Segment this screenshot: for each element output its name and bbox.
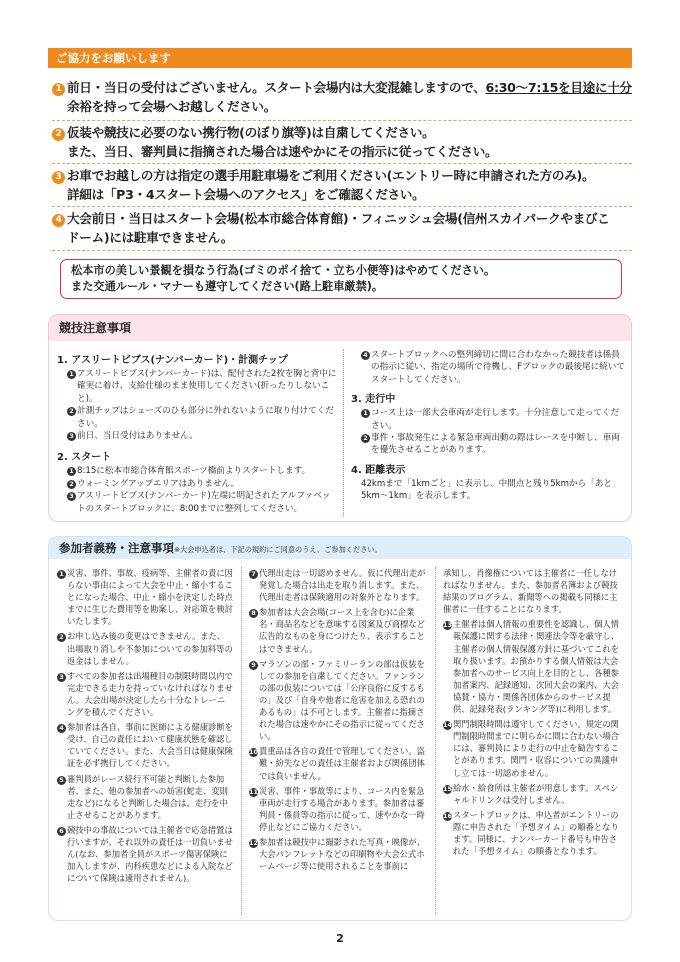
number-badge: 2 [52,128,65,141]
participant-column-1 [57,567,233,887]
list-item: 2 お申し込み後の変更はできません。また、出場取り消しや不参加についての参加料等の返金はしません。 [57,630,233,666]
list-item: 3 前日、当日受付はありません。 [57,430,339,442]
section-title: 3. 走行中 [351,394,396,406]
list-item: 2 ウォーミングアップエリアはありません。 [57,478,339,490]
list-item: 7 代理出走は一切認めません。仮に代理出走が発覚した場合は出走を取り消します。また、代理出走者は保険適用の対象外となります。 [249,567,427,603]
column-divider [241,567,242,915]
number-badge: 3 [52,171,65,184]
list-item: 4 参加者は各自、事前に医師による健康診断を受け、自己の責任において健康状態を確認していてください。また、大会当日は健康保険証を必ず携行してください。 [57,721,233,769]
dashed-divider [52,120,632,121]
dashed-divider [52,206,632,207]
number-badge: 4 [52,214,65,227]
list-item: 4 スタートブロックへの整列締切に間に合わなかった競技者は係員の指示に従い、指定の場所で待機し、Fブロックの最後尾に続いてスタートしてください。 [351,349,625,386]
list-item: 8 参加者は大会会場(コース上を含む)に企業名・商品名などを意味する図案及び商標など広告的なものを身につけたり、表示することはできません。 [249,606,427,654]
list-item: 3 すべての参加者は出場種目の制限時間以内で完走できる走力を持っていなければなりません。大会出場が決定したら十分なトレーニングを積んでください。 [57,670,233,718]
list-item: 5 審判員がレース続行不可能と判断した参加者、また、他の参加者への妨害(蛇走、変則走など)になると判断した場合は、走行を中止させることがあります。 [57,773,233,821]
list-item: 1 アスリートビブス(ナンバーカード)は、配付された2枚を胸と背中に確実に着け、支給仕様のまま使用してください(折ったりしないこと)。 [57,368,339,405]
participant-obligations-section [48,536,632,921]
list-item: 3 アスリートビブス(ナンバーカード)左端に明記されたアルファベットのスタートブロックに、8:00までに整列してください。 [57,490,339,515]
section-title: 4. 距離表示 [351,464,406,476]
list-item: 6 競技中の事故については主催者で応急措置は行いますが、それ以外の責任は一切負いません(なお、参加者全員がスポーツ傷害保険に加入しますが、内科疾患などによる入院などについて保険は適用されません)。 [57,824,233,884]
list-item: 14関門制限時間は遵守してください。規定の関門制限時間までに明らかに間に合わない場合には、審判員により走行の中止を勧告することがあります。関門・収容についての異議申し立ては一切認めません。 [443,719,619,778]
list-item: 10貴重品は各自の責任で管理してください。盗難・紛失などの責任は主催者および関係団体では負いません。 [249,746,425,781]
list-item: 9 マラソンの部・ファミリーランの部は仮装をしての参加を自粛してください。ファンランの部の仮装については「公序良俗に反するもの」及び「自身や他者に危害を加える恐れのあるもの」は不可とします。主催者に指摘された場合は速やかにその指示に従ってください。 [249,658,427,743]
page-number: 2 [336,932,344,945]
race-precautions-header: 競技注意事項 [49,315,631,341]
continued-text: 承知し、肖像権については主催者に一任しなければなりません。また、参加者名簿および競技結果のプログラム、新聞等への掲載も同様に主催者に一任することになります。 [443,568,618,615]
cooperation-item-2: 2 仮装や競技に必要のない携行物(のぼり旗等)は自粛してください。 また、当日、審判員に指摘された場合は速やかにその指示に従ってください。 [52,123,632,161]
list-item: 15給水・給食所は主催者が用意します。スペシャルドリンクは受付しません。 [443,782,619,805]
race-precautions-section [48,314,632,522]
header-note: ※大会申込者は、下記の規約にご同意のうえ、ご参加ください。 [174,545,382,554]
cooperation-header: ご協力をお願いします [48,48,632,68]
cooperation-item-1: 1 前日・当日の受付はございません。スタート会場内は大変混雑しますので、6:30〜7:15を目途に十分 余裕を持って会場へお越しください。 [52,78,632,116]
participant-column-3 [443,567,623,860]
list-item: 11災害、事件・事故等により、コース内を緊急車両が走行する場合があります。参加者は審判員・係員等の指示に従って、速やかな一時停止などにご協力ください。 [249,785,425,832]
dashed-divider [52,163,632,164]
list-item: 1 コース上は一部大会車両が走行します。十分注意して走ってください。 [351,407,625,432]
cooperation-item-3: 3 お車でお越しの方は指定の選手用駐車場をご利用ください(エントリー時に申請された方のみ)。 詳細は「P3・4スタート会場へのアクセス」をご確認ください。 [52,166,632,204]
list-item: 13主催者は個人情報の重要性を認識し、個人情報保護に関する法律・関連法令等を厳守し、主催者の個人情報保護方針に基づいてこれを取り扱います。お預かりする個人情報は大会参加者へのサービス向上を目的とし、各種参加者案内、記録通知、次回大会の案内、大会協賛・協力・関係各団体からのサービス提供、記録発表(ランキング等)に利用します。 [443,619,619,715]
column-divider [435,567,436,915]
warning-box: 松本市の美しい景観を損なう行為(ゴミのポイ捨て・立ち小便等)はやめてください。 また交通ルール・マナーも遵守してください(路上駐車厳禁)。 [60,259,622,299]
section-title: 2. スタート [57,452,112,464]
participant-obligations-header: 参加者義務・注意事項※大会申込者は、下記の規約にご同意のうえ、ご参加ください。 [49,537,631,559]
list-item: 1 災害、事件、事故、疫病等、主催者の責に因らない事由によって大会を中止・縮小することになった場合、中止・縮小を決定した時点までに生じた費用等を勘案し、対応策を検討いたします。 [57,567,233,627]
cooperation-item-4: 4 大会前日・当日はスタート会場(松本市総合体育館)・フィニッシュ会場(信州スカイパークやまびこ ドーム)には駐車できません。 [52,209,632,247]
section-title: 1. アスリートビブス(ナンバーカード)・計測チップ [57,355,288,366]
list-item: 1 8:15に松本市総合体育館スポーツ橋前よりスタートします。 [57,465,339,477]
participant-column-2 [249,567,427,875]
list-item: 2 計測チップはシューズのひも部分に外れないように取り付けてください。 [57,405,339,430]
column-divider [343,349,344,517]
race-right-column [351,349,625,503]
list-item: 2 事件・事故発生による緊急車両出動の際はレースを中断し、車両を優先させることがあります。 [351,432,625,457]
list-item: 12参加者は競技中に撮影された写真・映像が、大会パンフレットなどの印刷物や大会公式ホームページ等に使用されることを事前に [249,836,425,872]
number-badge: 1 [52,83,65,96]
list-item: 16スタートブロックは、申込者がエントリーの際に申告された「予想タイム」の順番となります。同様に、ナンバーカード番号も申告された「予想タイム」の順番となります。 [443,809,619,857]
distance-text: 42kmまで「1kmごと」に表示し、中間点と残り5kmから「あと5km〜1km」を表示します。 [361,478,612,502]
race-left-column [57,349,339,515]
dashed-divider [52,250,632,251]
